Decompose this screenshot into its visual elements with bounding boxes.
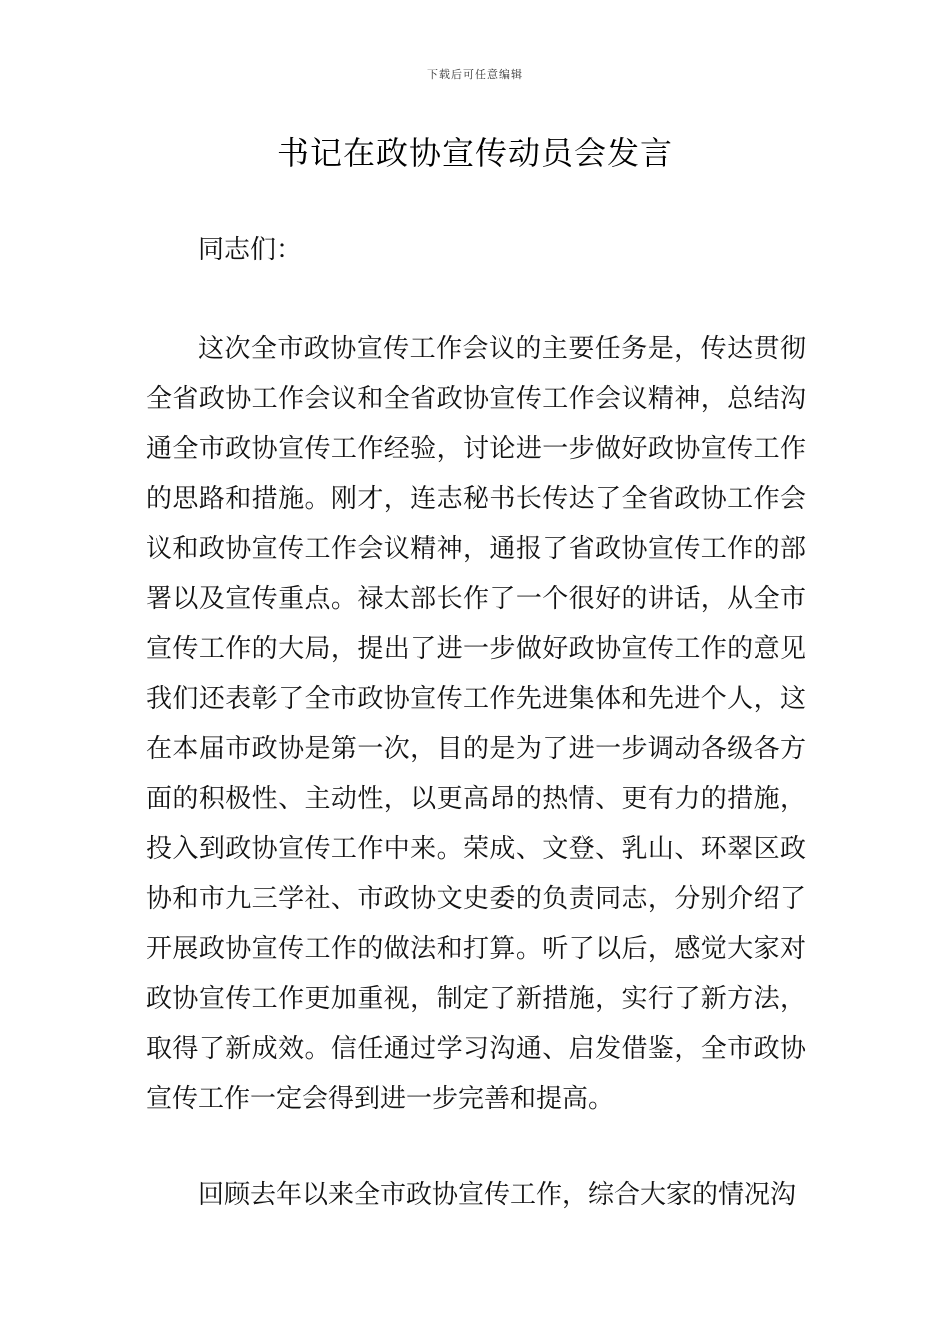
salutation: 同志们： [198, 235, 303, 265]
paragraph-1: 这次全市政协宣传工作会议的主要任务是，传达贯彻全省政协工作会议和全省政协宣传工作会议精神，总结沟通全市政协宣传工作经验，讨论进一步做好政协宣传工作的思路和措施。刚才，连志秘书长传达了全省政协工作会议和政协宣传工作会议精神，通报了省政协宣传工作的部署以及宣传重点。禄太部长作了一个很好的讲话，从全市宣传工作的大局，提出了进一步做好政协宣传工作的意见我们还表彰了全市政协宣传工作先进集体和先进个人，这在本届市政协是第一次，目的是为了进一步调动各级各方面的积极性、主动性，以更高昂的热情、更有力的措施，投入到政协宣传工作中来。荣成、文登、乳山、环翠区政协和市九三学社、市政协文史委的负责同志，分别介绍了开展政协宣传工作的做法和打算。听了以后，感觉大家对政协宣传工作更加重视，制定了新措施，实行了新方法，取得了新成效。信任通过学习沟通、启发借鉴，全市政协宣传工作一定会得到进一步完善和提高。 [146, 334, 806, 1114]
download-note: 下载后可任意编辑 [427, 68, 523, 81]
document-title: 书记在政协宣传动员会发言 [276, 134, 673, 172]
paragraph-2: 回顾去年以来全市政协宣传工作，综合大家的情况沟 [198, 1180, 797, 1210]
